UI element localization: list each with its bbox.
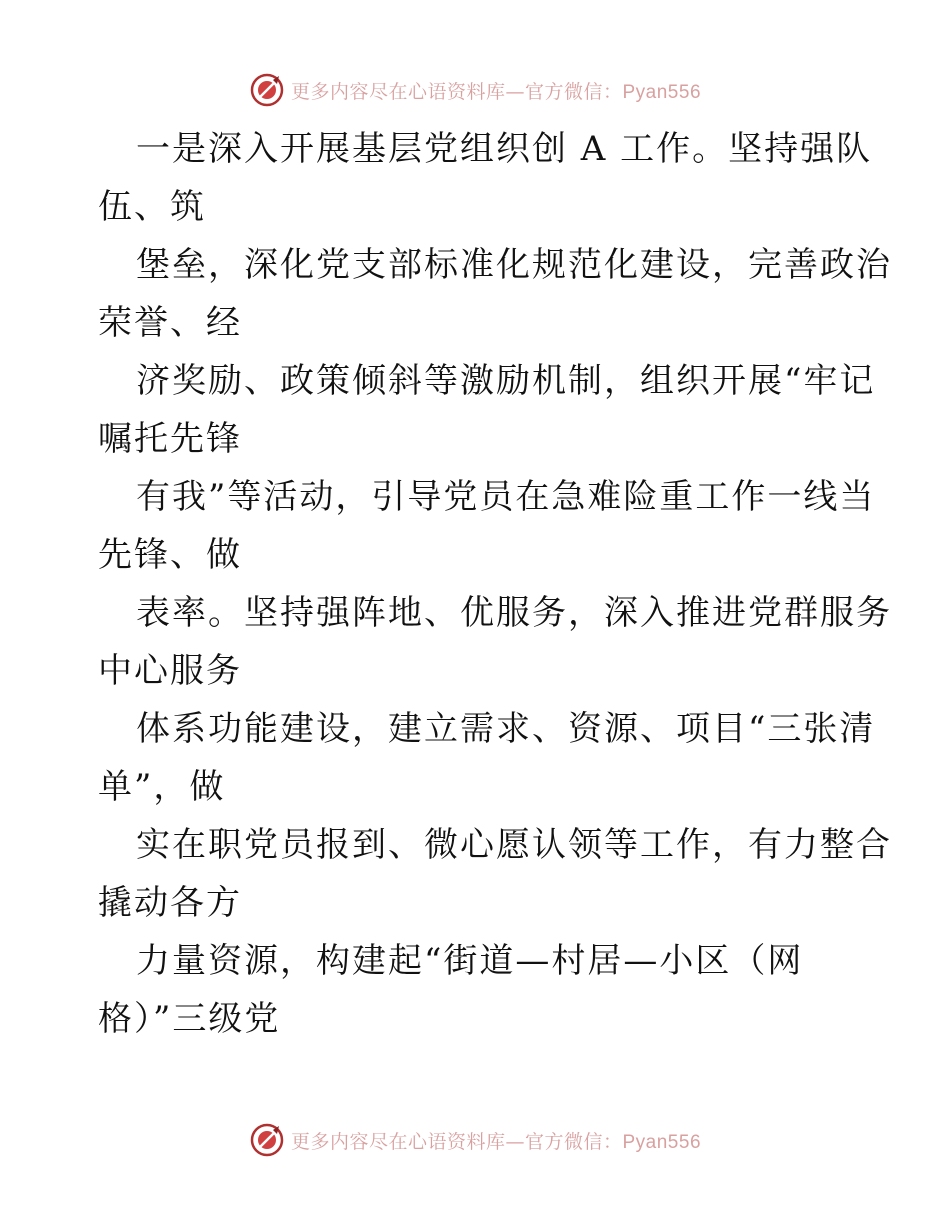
- document-body: [98, 120, 892, 1048]
- body-line: 先锋、做: [98, 535, 242, 575]
- header-banner-dash: —: [505, 80, 525, 103]
- header-banner: [0, 70, 950, 110]
- footer-banner-dash: —: [505, 1130, 525, 1153]
- body-line: 嘱托先锋: [98, 419, 242, 459]
- body-line: 荣誉、经: [98, 303, 242, 343]
- body-line: 济奖励、政策倾斜等激励机制，组织开展“牢记: [136, 361, 876, 401]
- body-line: 单”，做: [98, 767, 226, 807]
- body-line: 一是深入开展基层党组织创 A 工作。坚持强队: [136, 129, 873, 169]
- footer-banner-text: [291, 1127, 701, 1154]
- header-banner-text: [291, 77, 701, 104]
- body-line: 力量资源，构建起“街道—村居—小区（网: [136, 941, 804, 981]
- body-line: 中心服务: [98, 651, 242, 691]
- logo-icon: [249, 1122, 285, 1158]
- footer-banner-main: 更多内容尽在心语资料库: [290, 1130, 506, 1153]
- footer-banner: [0, 1120, 950, 1160]
- header-banner-wechat: 官方微信：Pyan556: [525, 81, 702, 103]
- logo-icon: [249, 72, 285, 108]
- body-line: 有我”等活动，引导党员在急难险重工作一线当: [136, 477, 876, 517]
- body-line: 实在职党员报到、微心愿认领等工作，有力整合: [136, 825, 892, 865]
- body-line: 体系功能建设，建立需求、资源、项目“三张清: [136, 709, 876, 749]
- body-line: 撬动各方: [98, 883, 242, 923]
- body-line: 表率。坚持强阵地、优服务，深入推进党群服务: [136, 593, 892, 633]
- footer-banner-wechat: 官方微信：Pyan556: [525, 1131, 702, 1153]
- body-line: 格）”三级党: [98, 999, 281, 1039]
- body-line: 堡垒，深化党支部标准化规范化建设，完善政治: [136, 245, 892, 285]
- body-line: 伍、筑: [98, 187, 206, 227]
- header-banner-main: 更多内容尽在心语资料库: [290, 80, 506, 103]
